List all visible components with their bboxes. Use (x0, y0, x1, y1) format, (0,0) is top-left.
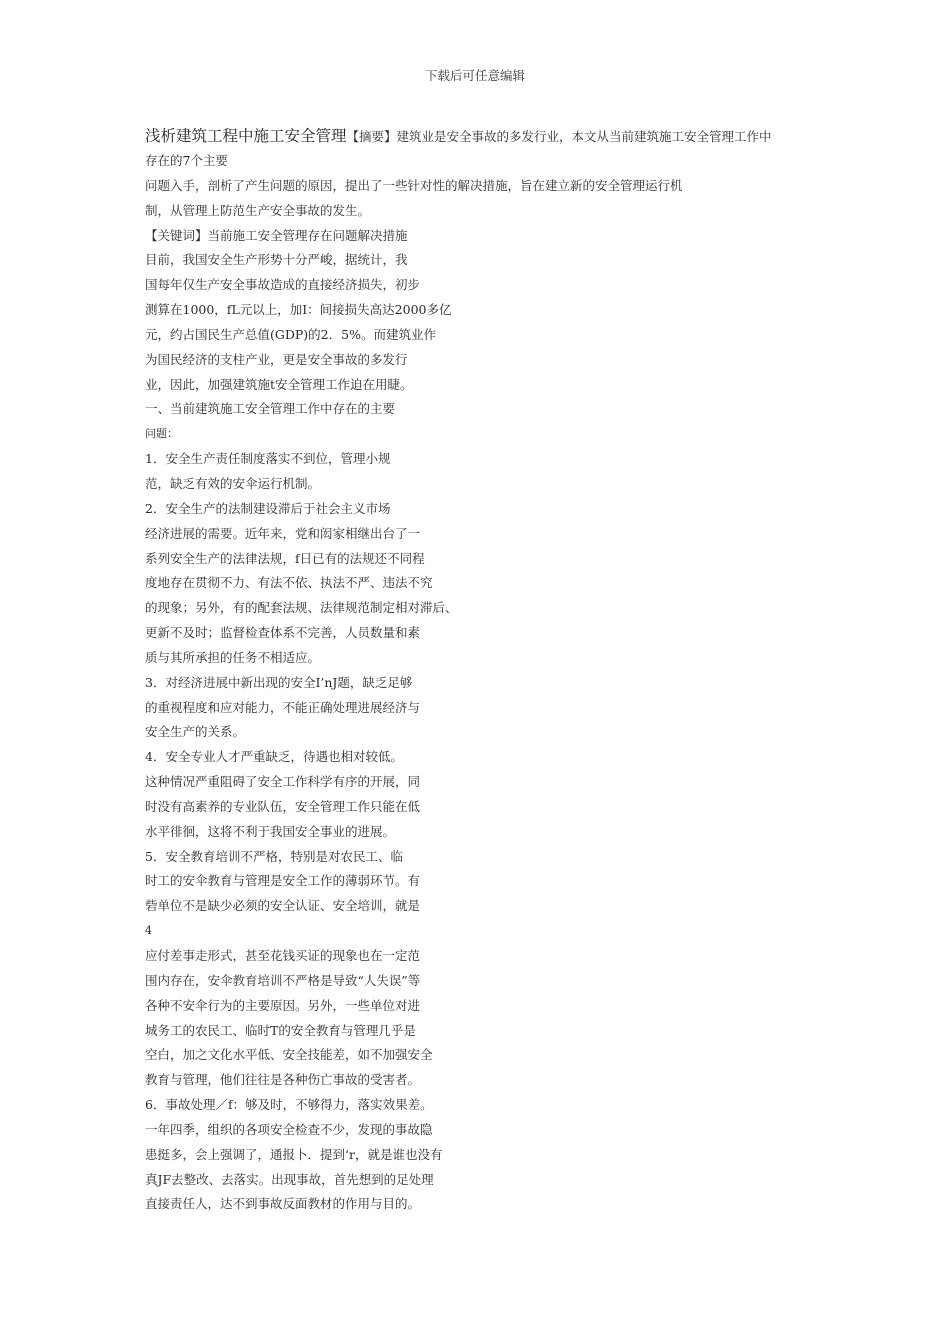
header-note: 下载后可任意编辑 (424, 68, 525, 83)
text-line: 时没有高素养的专业队伍，安全管理工作只能在低 (145, 798, 421, 814)
text-line: 一年四季，组织的各项安全检查不少，发现的事故隐 (145, 1121, 433, 1137)
text-line: 围内存在，安伞教育培训不严格是导致“人失误”等 (145, 972, 421, 988)
text-line: 3．对经济进展中新出现的安全I’nJ题，缺乏足够 (145, 674, 413, 690)
text-line: 水平徘徊，这将不利于我国安全事业的进展。 (145, 823, 396, 839)
text-line: 患挺多，会上强调了，通报卜．提到‘r，就是谁也没有 (145, 1146, 443, 1162)
text-line: 为国民经济的支柱产业，更是安全事故的多发行 (145, 351, 408, 367)
text-line: 直接责任人，达不到事故反面教材的作用与目的。 (145, 1196, 421, 1212)
text-line: 5．安全教育培训不严格，特别是对农民工、临 (145, 848, 403, 864)
text-line: 业，因此，加强建筑施t安全管理工作迫在用睫。 (145, 376, 413, 392)
text-line: 更新不及时；监督检查体系不完善，人员数量和素 (145, 625, 421, 641)
text-line: 的现象；另外，有的配套法规、法律规范制定相对滞后、 (145, 600, 458, 616)
text-line: 安全生产的关系。 (145, 724, 246, 740)
text-line: 国每年仅生产安全事故造成的直接经济损失，初步 (145, 277, 421, 293)
document-body (145, 124, 815, 1217)
text-line: 经济进展的需要。近年来，党和闳家相继出台了一 (145, 525, 421, 541)
text-line: 范，缺乏有效的安伞运行机制。 (145, 475, 321, 491)
title-line (145, 124, 815, 149)
text-line: 4．安全专业人才严重缺乏，待遇也相对较低。 (145, 749, 403, 765)
text-line: 系列安全生产的法律法规，f日已有的法规还不同程 (145, 550, 425, 566)
text-line: 这种情况严重阻碍了安全工作科学有序的开展，同 (145, 774, 421, 790)
text-line: 问题入手，剖析了产生问题的原因，提出了一些针对性的解决措施，旨在建立新的安全管理运行机 (145, 177, 683, 193)
text-line: 的重视程度和应对能力，不能正确处理进展经济与 (145, 699, 421, 715)
abstract-intro: 【摘要】建筑业是安全事故的多发行业，本文从当前建筑施工安全管理工作中 (346, 129, 772, 144)
text-line: 存在的7个主要 (145, 153, 228, 168)
text-line: 教育与管理，他们往往是各种伤亡事故的受害者。 (145, 1072, 421, 1088)
text-line: 砦单位不是缺少必须的安全认证、安全培训，就是 (145, 898, 421, 914)
text-line: 1．安全生产责任制度落实不到位，管理小规 (145, 451, 391, 467)
text-line: 元，约占国民生产总值(GDP)的2．5%。而建筑业作 (145, 326, 436, 342)
text-line: 时工的安伞教育与管理是安全工作的薄弱环节。有 (145, 873, 421, 889)
section-heading-cont: 问题： (145, 427, 178, 441)
section-heading: 一、当前建筑施工安全管理工作中存在的主要 (145, 401, 396, 417)
text-line: 度地存在贯彻不力、有法不依、执法不严、违法不究 (145, 575, 433, 591)
text-line: 各种不安伞行为的主要原因。另外，一些单位对进 (145, 997, 421, 1013)
text-line: 制，从管理上防范生产安全事故的发生。 (145, 202, 371, 218)
text-line: 城务工的农民工、临时T的安全教育与管理几乎是 (145, 1022, 416, 1038)
text-line: 2．安全生产的法制建设滞后于社会主义市场 (145, 500, 391, 516)
text-line: 质与其所承担的任务不相适应。 (145, 649, 321, 665)
text-line: 测算在1000，fL元以上，加I：间接损失高达2000多亿 (145, 302, 452, 318)
text-line: 目前，我国安全生产形势十分严峻，据统计，我 (145, 252, 408, 268)
page-marker: 4 (145, 924, 152, 938)
text-line: 6．事故处理／f：够及时，不够得力，落实效果差。 (145, 1097, 433, 1113)
text-line: 真JF去整改、去落实。出现事故，首先想到的足处理 (145, 1171, 434, 1187)
keywords-line: 【关键词】当前施工安全管理存在问题解决措施 (145, 227, 408, 243)
text-line: 空白，加之文化水平低、安全技能差，如不加强安全 (145, 1047, 433, 1063)
document-title: 浅析建筑工程中施工安全管理 (145, 127, 347, 145)
text-line: 应付差事走形式，甚至花钱买证的现象也在一定范 (145, 948, 421, 963)
